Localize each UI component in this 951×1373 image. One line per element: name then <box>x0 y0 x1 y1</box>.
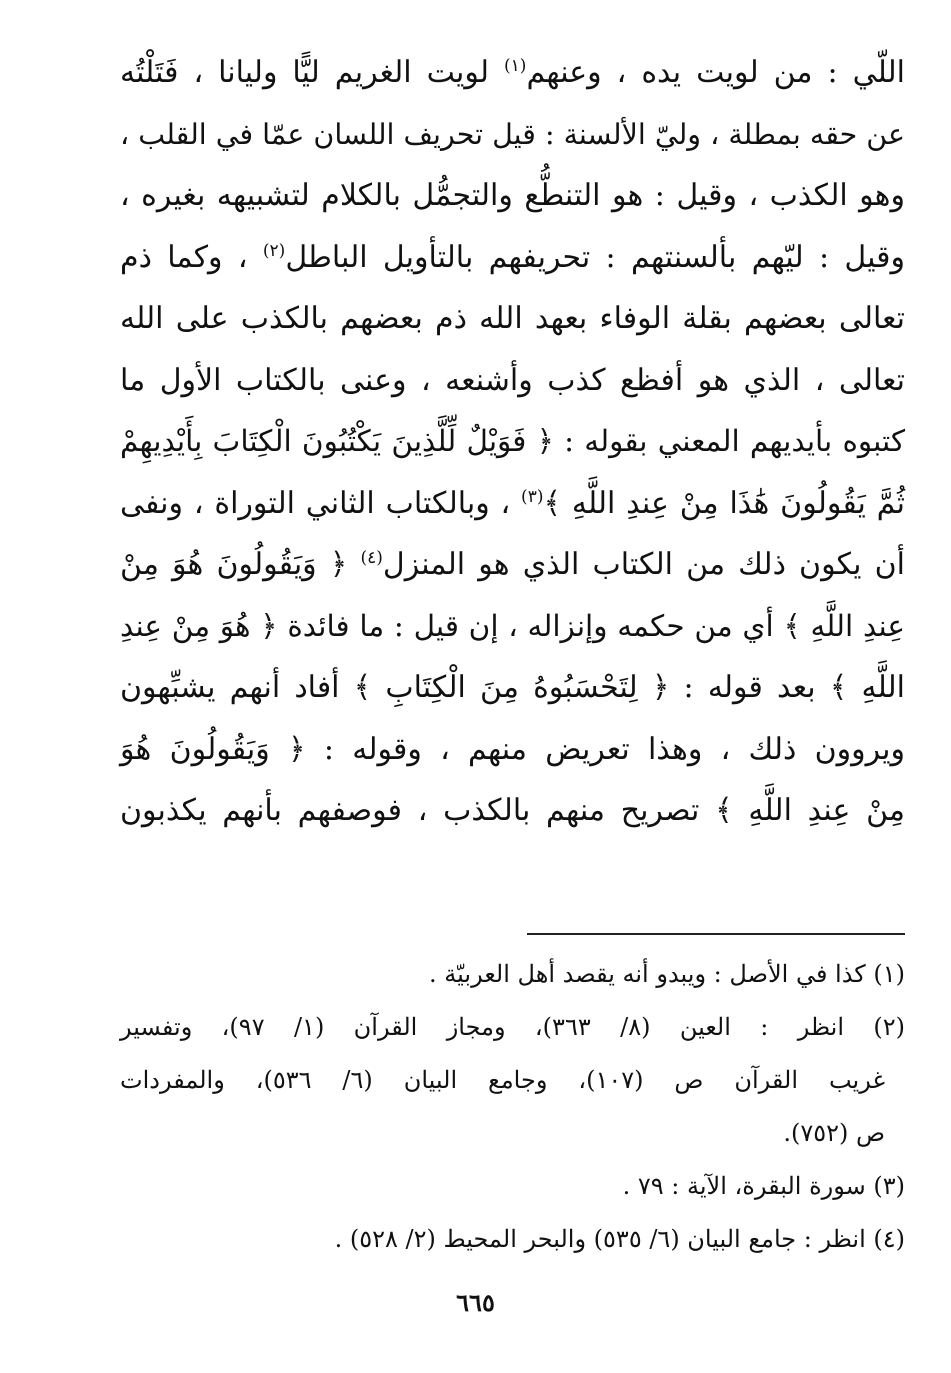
footnote-2-line-1: (٢) انظر : العين (٨/ ٣٦٣)، ومجاز القرآن (١/ ٩٧)، وتفسير <box>120 1013 906 1041</box>
footnote-ref: (٢) <box>262 240 286 261</box>
footnote-2-line-3: ص (٧٥٢). <box>783 1119 885 1147</box>
footnote-ref: (٣) <box>521 486 544 507</box>
text-line: كتبوه بأيديهم المعني بقوله : ﴿ فَوَيْلٌ لِّلَّذِينَ يَكْتُبُونَ الْكِتَابَ بِأَيْدِيهِمْ <box>120 424 905 458</box>
text-line: ويروون ذلك ، وهذا تعريض منهم ، وقوله : ﴿ وَيَقُولُونَ هُوَ <box>120 731 905 767</box>
text-line: تعالى ، الذي هو أفظع كذب وأشنعه ، وعنى بالكتاب الأول ما <box>120 362 905 398</box>
text-line: عِندِ اللَّهِ ﴾ أي من حكمه وإنزاله ، إن قيل : ما فائدة ﴿ هُوَ مِنْ عِندِ <box>120 608 905 643</box>
main-text <box>120 42 905 842</box>
text-line: مِنْ عِندِ اللَّهِ ﴾ تصريح منهم بالكذب ، فوصفهم بأنهم يكذبون <box>120 793 905 828</box>
footnote-3: (٣) سورة البقرة، الآية : ٧٩ . <box>622 1172 905 1200</box>
text-line: وقيل : ليّهم بألسنتهم : تحريفهم بالتأويل الباطل$^{(٢)}$ ، وكما ذم <box>120 239 905 275</box>
text-line: اللَّهِ ﴾ بعد قوله : ﴿ لِتَحْسَبُوهُ مِنَ الْكِتَابِ ﴾ أفاد أنهم يشبِّهون <box>120 670 905 705</box>
footnote-separator <box>527 933 905 935</box>
footnote-ref: (٤) <box>360 548 383 568</box>
text-line: أن يكون ذلك من الكتاب الذي هو المنزل$^{(٤)}$ ﴿ وَيَقُولُونَ هُوَ مِنْ <box>120 547 905 582</box>
footnote-4: (٤) انظر : جامع البيان (٦/ ٥٣٥) والبحر المحيط (٢/ ٥٢٨) . <box>334 1225 905 1253</box>
text-line: تعالى بعضهم بقلة الوفاء بعهد الله ذم بعضهم بالكذب على الله <box>120 301 905 336</box>
text-line: وهو الكذب ، وقيل : هو التنطُّع والتجمُّل بالكلام لتشبيهه بغيره ، <box>120 178 905 213</box>
page-number: ٦٦٥ <box>456 1288 495 1317</box>
footnote-ref: (١) <box>504 56 527 76</box>
footnote-2-line-2: غريب القرآن ص (١٠٧)، وجامع البيان (٦/ ٥٣٦)، والمفردات <box>120 1066 886 1094</box>
footnote-1: (١) كذا في الأصل : ويبدو أنه يقصد أهل العربيّة . <box>429 960 905 988</box>
text-line: اللّي : من لويت يده ، وعنهم$^{(١)}$ لويت الغريم ليًّا وليانا ، فَتَلْتُه <box>120 55 905 90</box>
text-line: عن حقه بمطلة ، وليّ الألسنة : قيل تحريف اللسان عمّا في القلب ، <box>119 117 905 151</box>
footnotes <box>120 948 905 1266</box>
text-line: ثُمَّ يَقُولُونَ هَٰذَا مِنْ عِندِ اللَّهِ ﴾$^{(٣)}$ ، وبالكتاب الثاني التوراة ، ونفى <box>120 485 905 521</box>
